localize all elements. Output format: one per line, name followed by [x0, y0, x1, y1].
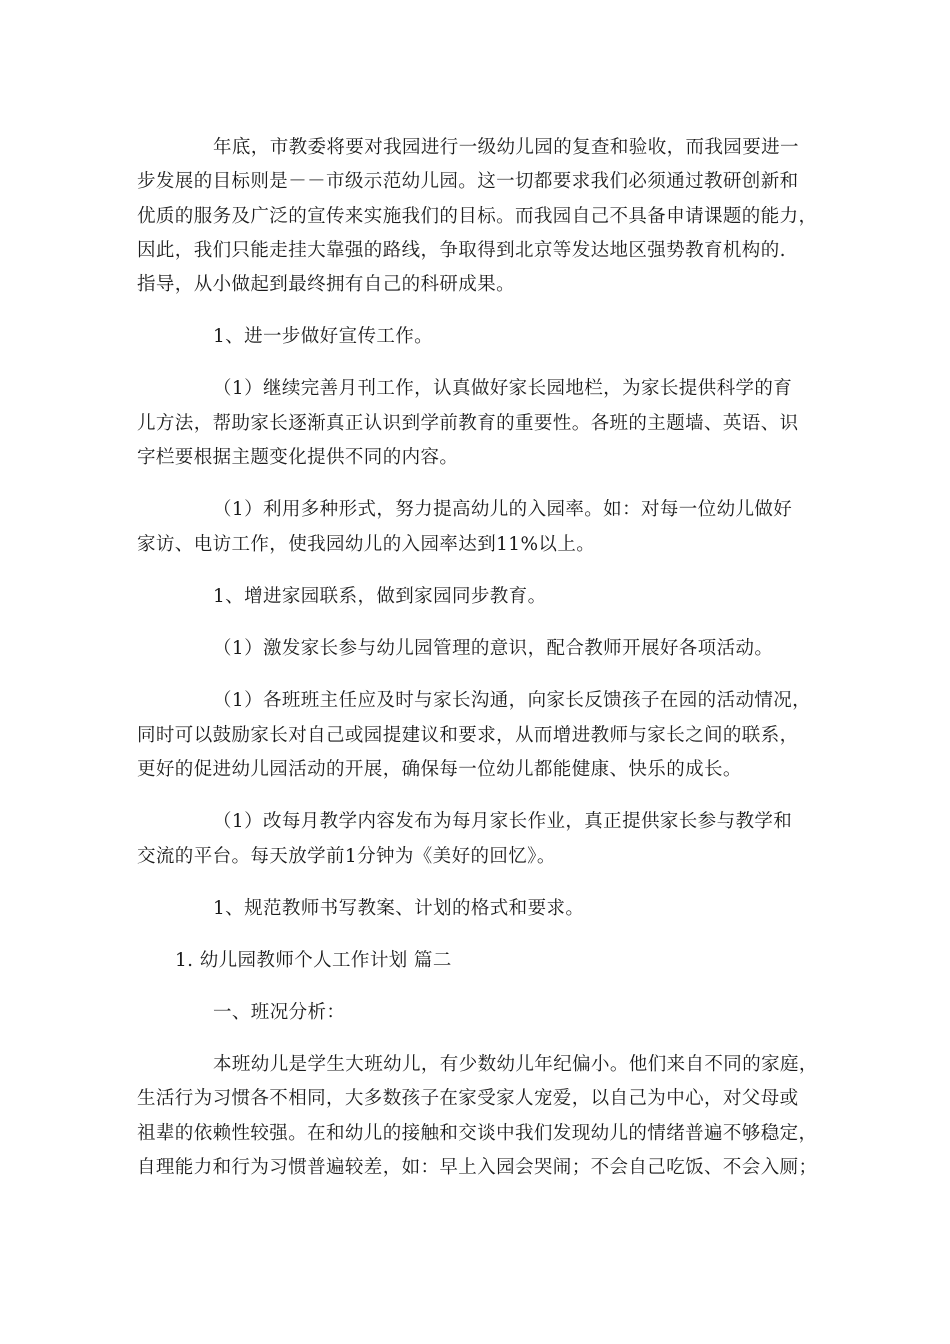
section-heading-class-analysis: 一、班况分析： — [213, 1002, 346, 1023]
paragraph-1-line-1: 年底，市教委将要对我园进行一级幼儿园的复查和验收，而我园要进一 — [213, 137, 799, 158]
article-title-part-two: 1. 幼儿园教师个人工作计划 篇二 — [175, 950, 452, 971]
paragraph-4-line-1: （1）利用多种形式，努力提高幼儿的入园率。如：对每一位幼儿做好 — [213, 499, 793, 520]
paragraph-12-line-3: 祖辈的依赖性较强。在和幼儿的接触和交谈中我们发现幼儿的情绪普遍不够稳定， — [137, 1123, 818, 1144]
paragraph-3-line-2: 儿方法，帮助家长逐渐真正认识到学前教育的重要性。各班的主题墙、英语、识 — [137, 413, 799, 434]
paragraph-4-line-2: 家访、电访工作，使我园幼儿的入园率达到11%以上。 — [137, 534, 596, 555]
paragraph-1-line-3: 优质的服务及广泛的宣传来实施我们的目标。而我园自己不具备申请课题的能力， — [137, 206, 818, 227]
paragraph-1-line-4: 因此，我们只能走挂大靠强的路线，争取得到北京等发达地区强势教育机构的. — [137, 240, 786, 261]
paragraph-8-line-2: 交流的平台。每天放学前1分钟为《美好的回忆》。 — [137, 846, 556, 867]
section-heading-publicity: 1、进一步做好宣传工作。 — [213, 326, 434, 347]
paragraph-7-line-2: 同时可以鼓励家长对自己或园提建议和要求，从而增进教师与家长之间的联系， — [137, 725, 799, 746]
paragraph-7-line-1: （1）各班班主任应及时与家长沟通，向家长反馈孩子在园的活动情况， — [213, 690, 812, 711]
paragraph-1-line-2: 步发展的目标则是－－市级示范幼儿园。这一切都要求我们必须通过教研创新和 — [137, 171, 799, 192]
paragraph-12-line-2: 生活行为习惯各不相同，大多数孩子在家受家人宠爱，以自己为中心，对父母或 — [137, 1088, 799, 1109]
paragraph-12-line-1: 本班幼儿是学生大班幼儿，有少数幼儿年纪偏小。他们来自不同的家庭， — [213, 1054, 818, 1075]
section-heading-home-school: 1、增进家园联系，做到家园同步教育。 — [213, 586, 547, 607]
section-heading-lesson-plans: 1、规范教师书写教案、计划的格式和要求。 — [213, 898, 585, 919]
paragraph-7-line-3: 更好的促进幼儿园活动的开展，确保每一位幼儿都能健康、快乐的成长。 — [137, 759, 742, 780]
paragraph-3-line-1: （1）继续完善月刊工作，认真做好家长园地栏，为家长提供科学的育 — [213, 378, 793, 399]
paragraph-6-line-1: （1）激发家长参与幼儿园管理的意识，配合教师开展好各项活动。 — [213, 638, 774, 659]
paragraph-1-line-5: 指导，从小做起到最终拥有自己的科研成果。 — [137, 274, 516, 295]
paragraph-3-line-3: 字栏要根据主题变化提供不同的内容。 — [137, 447, 459, 468]
paragraph-8-line-1: （1）改每月教学内容发布为每月家长作业，真正提供家长参与教学和 — [213, 811, 793, 832]
paragraph-12-line-4: 自理能力和行为习惯普遍较差，如：早上入园会哭闹；不会自己吃饭、不会入厕； — [137, 1157, 818, 1178]
